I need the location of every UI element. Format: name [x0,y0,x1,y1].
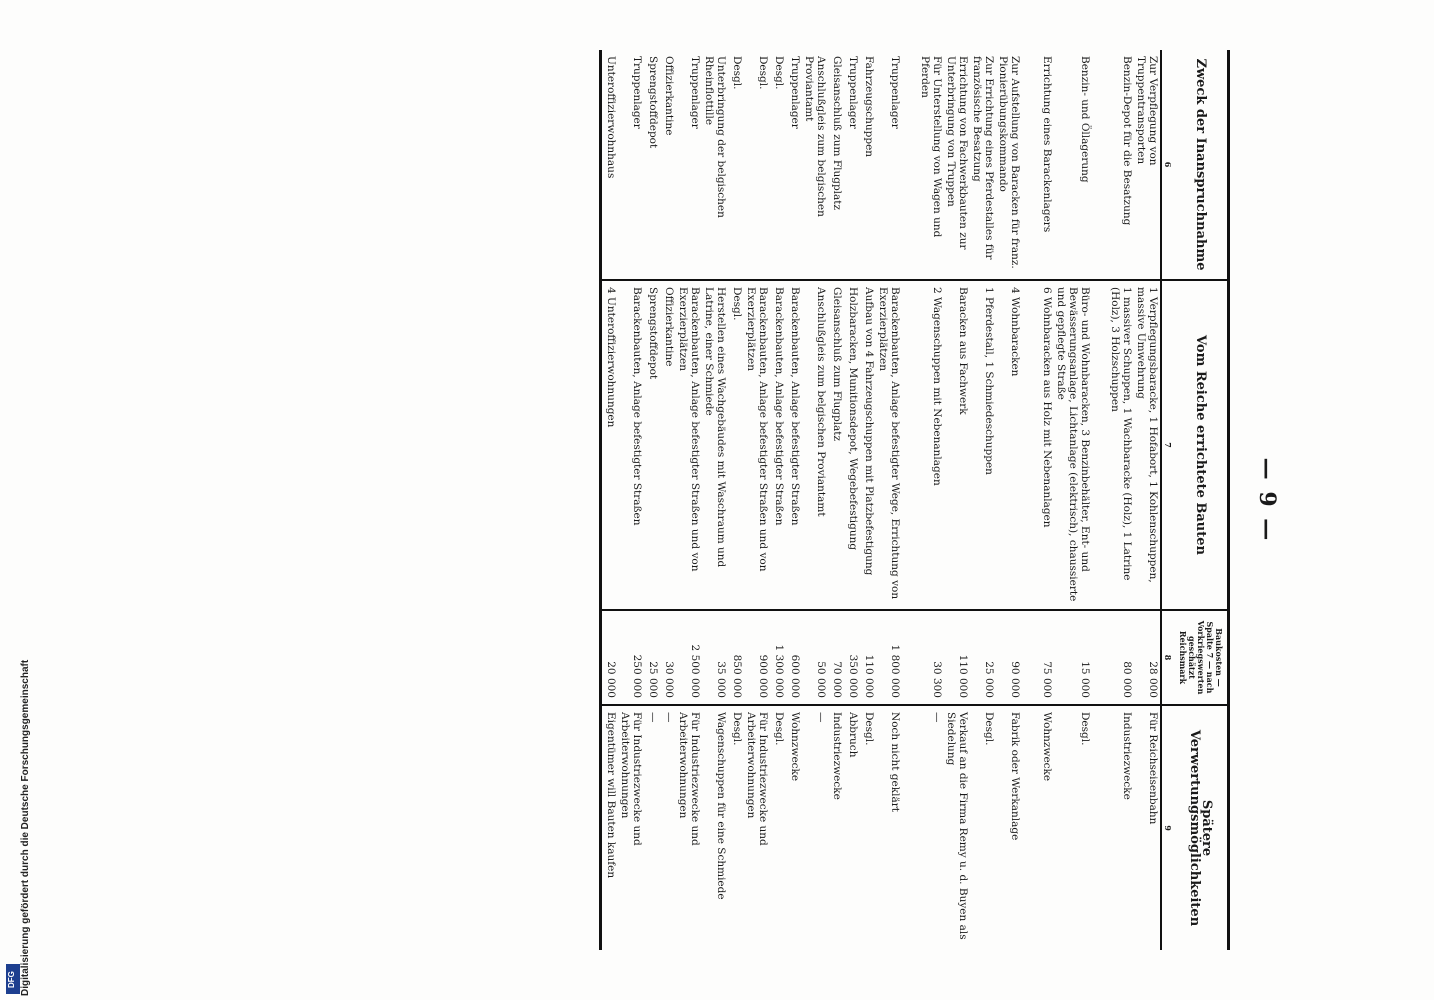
cell-buildings: Barackenbauten, Anlage befestigter Straßen [786,280,802,610]
table-row [644,50,660,950]
table-row [944,50,970,950]
cell-costs: 110 000 [860,610,876,705]
cell-utilization: Für Industriezwecke und Arbeiterwohnungen [745,712,769,846]
cell-utilization [902,705,918,950]
cell-utilization: Wohnzwecke [1041,712,1053,782]
cell-purpose: Truppenlager [844,50,860,280]
header-purpose: Zweck der Inanspruchnahme [1174,50,1229,280]
cell-buildings: Holzbaracken, Munitionsdepot, Wegebefestigung [844,280,860,610]
header-utilization: Spätere Verwertungsmöglichkeiten [1174,705,1229,950]
cell-buildings [1022,280,1038,610]
cell-costs [1022,610,1038,705]
table-body [601,50,1162,950]
column-number: 8 [1161,610,1174,705]
cell-buildings: Baracken aus Fachwerk [944,280,970,610]
cell-buildings: 1 Pferdestall, 1 Schmiedeschuppen [970,280,996,610]
cell-purpose [902,50,918,280]
cell-utilization: Wagenschuppen für eine Schmiede [715,712,727,900]
cell-utilization: Wohnzwecke [789,712,801,782]
cell-utilization: — [931,712,943,723]
cell-costs: 80 000 [1108,610,1134,705]
cell-purpose: Errichtung von Fachwerkbauten zur Unterbringung von Truppen [944,50,970,280]
table-row [970,50,996,950]
cell-purpose: Unteroffizierwohnhaus [601,50,619,280]
table-row [1054,50,1092,950]
column-number: 6 [1161,50,1174,280]
cell-purpose: Sprengstoffdepot [644,50,660,280]
cell-utilization: Abbruch [847,712,859,758]
table-row [902,50,918,950]
cell-buildings: 2 Wagenschuppen mit Nebenanlagen [918,280,944,610]
header-costs: Baukosten — Spalte 7 — nach Vorkriegswerten geschätzt Reichsmark [1174,610,1229,705]
cell-costs [1092,610,1108,705]
cell-buildings: Barackenbauten, Anlage befestigter Straßen [618,280,644,610]
cell-utilization: Fabrik oder Werkanlage [1009,712,1021,841]
cell-costs: 1 800 000 [876,610,902,705]
cell-costs: 900 000 [744,610,770,705]
table-row [744,50,770,950]
cell-costs: 600 000 [786,610,802,705]
table-row [1134,50,1161,950]
cell-buildings: Barackenbauten, Anlage befestigter Straßen und von Exerzierplätzen [744,280,770,610]
cell-utilization: — [647,712,659,723]
cell-costs: 1 300 000 [770,610,786,705]
cell-purpose: Für Unterstellung von Wagen und Pferden [918,50,944,280]
cell-costs: 75 000 [1038,610,1054,705]
table-row [918,50,944,950]
cell-purpose: Benzin-Depot für die Besatzung [1108,50,1134,280]
cell-buildings: Barackenbauten, Anlage befestigter Straßen [770,280,786,610]
cell-utilization: Für Reichseisenbahn [1147,712,1159,825]
cell-utilization [1092,705,1108,950]
cell-utilization: Noch nicht geklärt [889,712,901,812]
cell-utilization: Industriezwecke [831,712,843,800]
cell-buildings: Büro- und Wohnbaracken, 3 Benzinbehälter, Ent- und Bewässerungsanlage, Lichtanlage (elektrisch), chaussierte und gepflegte Straße [1054,280,1092,610]
table-row [828,50,844,950]
cell-purpose: Fahrzeugschuppen [860,50,876,280]
footer [4,0,31,1000]
table-row [728,50,744,950]
cell-purpose: Zur Errichtung eines Pferdestalles für französische Besatzung [970,50,996,280]
cell-costs: 90 000 [996,610,1022,705]
cell-purpose: Zur Verpflegung von Truppentransporten [1134,50,1161,280]
cell-buildings: Sprengstoffdepot [644,280,660,610]
table-row [802,50,828,950]
cell-purpose: Offizierkantine [660,50,676,280]
column-number-row [1161,50,1174,950]
cell-costs: 15 000 [1054,610,1092,705]
table-row [770,50,786,950]
header-buildings: Vom Reiche errichtete Bauten [1174,280,1229,610]
cell-costs: 30 000 [660,610,676,705]
page-number: — 9 — [1254,457,1280,543]
cell-costs: 250 000 [618,610,644,705]
cell-purpose: Errichtung eines Barackenlagers [1038,50,1054,280]
cell-purpose: Benzin- und Öllagerung [1054,50,1092,280]
cell-buildings: Herstellen eines Wachgebäudes mit Waschraum und Latrine, einer Schmiede [702,280,728,610]
cell-utilization: Desgl. [1079,712,1091,746]
cell-utilization: Für Industriezwecke und Arbeiterwohnungen [677,712,701,846]
dfg-logo-text: DFG [7,971,16,988]
cell-purpose: Desgl. [744,50,770,280]
cell-purpose: Truppenlager [876,50,902,280]
table-row [1092,50,1108,950]
cell-purpose [1092,50,1108,280]
cell-utilization: — [663,712,675,723]
cell-costs: 110 000 [944,610,970,705]
cell-buildings: Aufbau von 4 Fahrzeugschuppen mit Platzbefestigung [860,280,876,610]
cell-buildings: Anschlußgleis zum belgischen Proviantamt [802,280,828,610]
cell-buildings: Offizierkantine [660,280,676,610]
cell-buildings: 4 Unteroffizierwohnungen [601,280,619,610]
table-row [618,50,644,950]
cell-costs: 35 000 [702,610,728,705]
cell-costs: 850 000 [728,610,744,705]
cell-costs: 350 000 [844,610,860,705]
table-row [1022,50,1038,950]
cell-costs: 25 000 [970,610,996,705]
cell-purpose: Anschlußgleis zum belgischen Proviantamt [802,50,828,280]
dfg-logo [6,964,20,994]
column-number: 7 [1161,280,1174,610]
cell-utilization [1022,705,1038,950]
cell-buildings [1092,280,1108,610]
header-row [1174,50,1229,950]
cell-buildings: 6 Wohnbaracken aus Holz mit Nebenanlagen [1038,280,1054,610]
cell-utilization: Für Industriezwecke und Arbeiterwohnungen [619,712,643,846]
table-row [876,50,902,950]
cell-purpose [1022,50,1038,280]
cell-utilization: Industriezwecke [1121,712,1133,800]
cell-buildings: Desgl. [728,280,744,610]
cell-costs: 25 000 [644,610,660,705]
table-row [1038,50,1054,950]
table-row [1108,50,1134,950]
cell-purpose: Unterbringung der belgischen Rheinflottille [702,50,728,280]
cell-costs: 20 000 [601,610,619,705]
cell-purpose: Gleisanschluß zum Flugplatz [828,50,844,280]
table-row [860,50,876,950]
cell-buildings [902,280,918,610]
cell-costs: 30 300 [918,610,944,705]
rotated-table-page [150,50,1300,950]
cell-buildings: Barackenbauten, Anlage befestigter Straßen und von Exerzierplätzen [676,280,702,610]
cell-purpose: Desgl. [728,50,744,280]
cell-costs: 2 500 000 [676,610,702,705]
table-row [844,50,860,950]
table-row [786,50,802,950]
cell-utilization: — [815,712,827,723]
cell-buildings: 1 massiver Schuppen, 1 Wachbaracke (Holz), 1 Latrine (Holz), 3 Holzschuppen [1108,280,1134,610]
cell-buildings: 4 Wohnbaracken [996,280,1022,610]
cell-utilization: Desgl. [983,712,995,746]
table-row [996,50,1022,950]
cell-buildings: Barackenbauten, Anlage befestigter Wege, Errichtung von Exerzierplätzen [876,280,902,610]
table-row [601,50,619,950]
cell-purpose: Truppenlager [676,50,702,280]
cell-purpose: Zur Aufstellung von Baracken für franz. Pionierübungskommando [996,50,1022,280]
table-row [702,50,728,950]
cell-costs: 28 000 [1134,610,1161,705]
cell-utilization: Desgl. [731,712,743,746]
cell-purpose: Truppenlager [618,50,644,280]
table-row [660,50,676,950]
cell-utilization: Desgl. [863,712,875,746]
cell-utilization: Verkauf an die Firma Remy u. d. Buyen als Siedelung [945,712,969,940]
footer-credit: Digitalisierung gefördert durch die Deutsche Forschungsgemeinschaft [20,659,31,996]
cell-purpose: Truppenlager [786,50,802,280]
cell-purpose: Desgl. [770,50,786,280]
cell-costs [902,610,918,705]
cell-utilization: Eigentümer will Bauten kaufen [601,705,619,950]
construction-table [599,50,1230,950]
cell-costs: 50 000 [802,610,828,705]
cell-costs: 70 000 [828,610,844,705]
cell-buildings: Gleisanschluß zum Flugplatz [828,280,844,610]
cell-utilization: Desgl. [773,712,785,746]
cell-buildings: 1 Verpflegungsbaracke, 1 Hofabort, 1 Kohlenschuppen, massive Umwehrung [1134,280,1161,610]
column-number: 9 [1161,705,1174,950]
table-row [676,50,702,950]
